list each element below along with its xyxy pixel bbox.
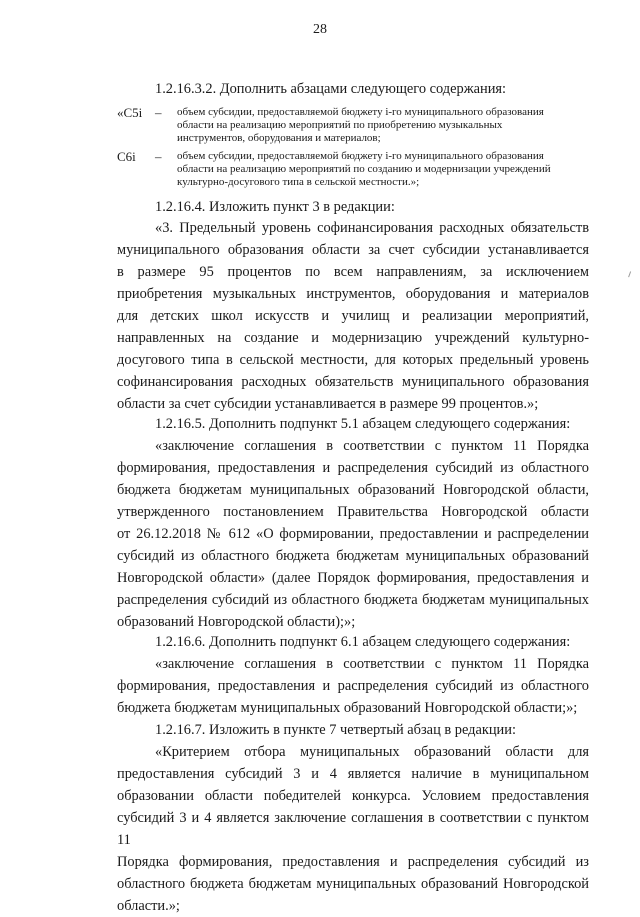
definition-text bbox=[177, 106, 592, 145]
text-line: образований Новгородской области);»; bbox=[117, 614, 356, 630]
page-number: 28 bbox=[313, 22, 327, 37]
text-line: бюджета бюджетам муниципальных образований Новгородской области, bbox=[117, 482, 589, 498]
text-line: Новгородской области» (далее Порядок формирования, предоставления и bbox=[117, 570, 589, 586]
heading-1-2-16-5: 1.2.16.5. Дополнить подпункт 5.1 абзацем следующего содержания: bbox=[155, 416, 571, 432]
text-line: формирования, предоставления и распределения субсидий из областного bbox=[117, 460, 589, 476]
definition-line: культурно-досугового типа в сельской местности.»; bbox=[177, 176, 420, 188]
text-line: софинансирования расходных обязательств муниципального образования bbox=[117, 374, 589, 390]
text-line: области.»; bbox=[117, 898, 180, 914]
paragraph-subpoint-6-1 bbox=[117, 653, 589, 719]
definition-symbol: «С5і bbox=[117, 105, 143, 120]
paragraph-subpoint-5-1 bbox=[117, 435, 589, 633]
definition-dash: – bbox=[155, 105, 162, 120]
text-line: «заключение соглашения в соответствии с пунктом 11 Порядка bbox=[155, 438, 589, 454]
text-line: направленных на создание и модернизацию учреждений культурно- bbox=[117, 330, 589, 346]
text-line: образовании области победителей конкурса. Условием предоставления bbox=[117, 788, 589, 804]
text-line: в размере 95 процентов по всем направлениям, за исключением bbox=[117, 264, 589, 280]
definition-dash: – bbox=[155, 149, 162, 164]
text-line: приобретения музыкальных инструментов, оборудования и материалов bbox=[117, 286, 589, 302]
text-line: для детских школ искусств и училищ и реализации мероприятий, bbox=[117, 308, 589, 324]
text-line: Порядка формирования, предоставления и распределения субсидий из bbox=[117, 854, 589, 870]
text-line: субсидий из областного бюджета бюджетам муниципальных образований bbox=[117, 548, 589, 564]
definition-line: объем субсидии, предоставляемой бюджету і-го муниципального образования bbox=[177, 150, 544, 162]
text-line: субсидий 3 и 4 является заключение соглашения в соответствии с пунктом 11 bbox=[117, 810, 589, 848]
text-line: бюджета бюджетам муниципальных образований Новгородской области;»; bbox=[117, 700, 578, 716]
definition-line: области на реализацию мероприятий по приобретению музыкальных bbox=[177, 119, 503, 131]
definition-c5 bbox=[117, 106, 592, 146]
text-line: распределения субсидий из областного бюджета бюджетам муниципальных bbox=[117, 592, 589, 608]
scan-mark bbox=[628, 271, 635, 278]
text-line: области за счет субсидии устанавливается в размере 99 процентов.»; bbox=[117, 396, 539, 412]
definition-line: инструментов, оборудования и материалов; bbox=[177, 132, 381, 144]
paragraph-point-3 bbox=[117, 217, 589, 415]
heading-1-2-16-3-2: 1.2.16.3.2. Дополнить абзацами следующего содержания: bbox=[155, 81, 507, 97]
text-line: предоставления субсидий 3 и 4 является наличие в муниципальном bbox=[117, 766, 589, 782]
text-line: «3. Предельный уровень софинансирования расходных обязательств bbox=[155, 220, 589, 236]
text-line: от 26.12.2018 № 612 «О формировании, предоставлении и распределении bbox=[117, 526, 589, 542]
text-line: областного бюджета бюджетам муниципальных образований Новгородской bbox=[117, 876, 589, 892]
text-line: досугового типа в сельской местности, для которых предельный уровень bbox=[117, 352, 589, 368]
text-line: формирования, предоставления и распределения субсидий из областного bbox=[117, 678, 589, 694]
definition-line: объем субсидии, предоставляемой бюджету і-го муниципального образования bbox=[177, 106, 544, 118]
heading-1-2-16-6: 1.2.16.6. Дополнить подпункт 6.1 абзацем следующего содержания: bbox=[155, 634, 571, 650]
heading-1-2-16-4: 1.2.16.4. Изложить пункт 3 в редакции: bbox=[155, 199, 395, 215]
paragraph-point-7 bbox=[117, 741, 589, 917]
text-line: муниципального образования области за счет субсидии устанавливается bbox=[117, 242, 589, 258]
text-line: утвержденного постановлением Правительства Новгородской области bbox=[117, 504, 589, 520]
definition-text bbox=[177, 150, 592, 189]
definition-line: области на реализацию мероприятий по созданию и модернизации учреждений bbox=[177, 163, 551, 175]
text-line: «Критерием отбора муниципальных образований области для bbox=[155, 744, 589, 760]
definition-symbol: С6і bbox=[117, 149, 136, 164]
definition-c6 bbox=[117, 150, 592, 190]
text-line: «заключение соглашения в соответствии с пунктом 11 Порядка bbox=[155, 656, 589, 672]
heading-1-2-16-7: 1.2.16.7. Изложить в пункте 7 четвертый абзац в редакции: bbox=[155, 722, 516, 738]
